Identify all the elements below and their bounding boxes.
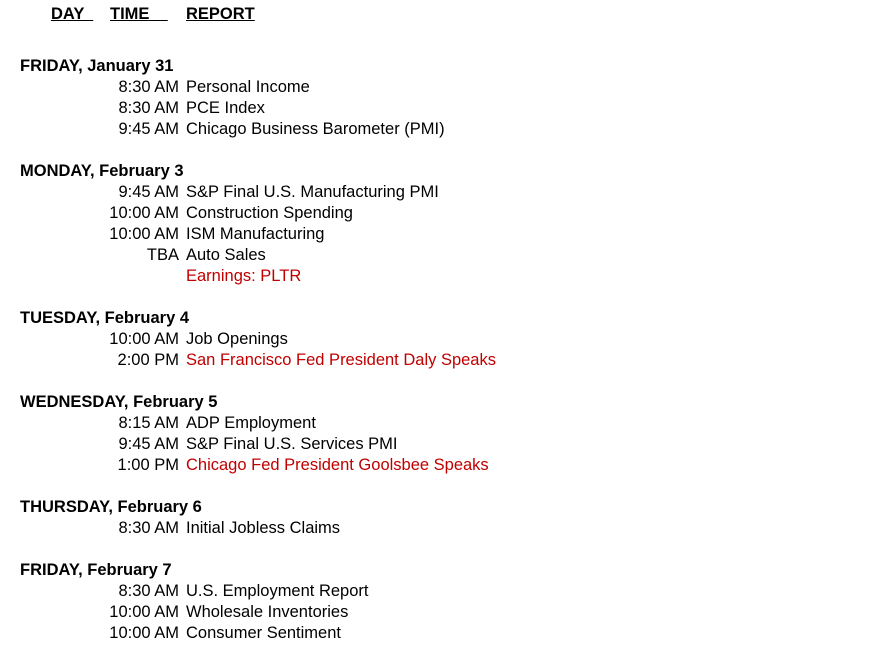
- event-row: [0, 329, 891, 350]
- day-section: [0, 497, 891, 539]
- day-section: [0, 560, 891, 644]
- event-report: ADP Employment: [186, 414, 316, 432]
- event-report: U.S. Employment Report: [186, 582, 369, 600]
- event-report-highlight: San Francisco Fed President Daly Speaks: [186, 351, 496, 369]
- event-time: 1:00 PM: [117, 456, 179, 474]
- day-title: WEDNESDAY, February 5: [20, 393, 218, 411]
- header-report: REPORT: [186, 5, 255, 23]
- event-report-highlight: Chicago Fed President Goolsbee Speaks: [186, 456, 489, 474]
- event-report: Personal Income: [186, 78, 310, 96]
- event-report: ISM Manufacturing: [186, 225, 325, 243]
- event-report: Wholesale Inventories: [186, 603, 349, 621]
- event-row: [0, 224, 891, 245]
- day-title: FRIDAY, February 7: [20, 561, 172, 579]
- day-title: FRIDAY, January 31: [20, 57, 174, 75]
- event-row: [0, 350, 891, 371]
- event-report: Construction Spending: [186, 204, 353, 222]
- event-report: Initial Jobless Claims: [186, 519, 341, 537]
- event-row: [0, 98, 891, 119]
- event-time: 9:45 AM: [118, 183, 179, 201]
- day-section: [0, 56, 891, 140]
- event-time: 10:00 AM: [109, 624, 179, 642]
- event-row: [0, 413, 891, 434]
- event-row: [0, 266, 891, 287]
- event-row: [0, 119, 891, 140]
- day-title: THURSDAY, February 6: [20, 498, 202, 516]
- event-report: S&P Final U.S. Manufacturing PMI: [186, 183, 439, 201]
- event-time: 8:15 AM: [118, 414, 179, 432]
- event-row: [0, 77, 891, 98]
- event-time: 9:45 AM: [118, 435, 179, 453]
- event-report-highlight: Earnings: PLTR: [186, 267, 302, 285]
- day-section: [0, 161, 891, 287]
- event-time: 10:00 AM: [109, 603, 179, 621]
- header-day: DAY: [51, 5, 94, 23]
- event-row: [0, 203, 891, 224]
- event-time: 10:00 AM: [109, 225, 179, 243]
- event-time: 10:00 AM: [109, 204, 179, 222]
- event-report: Chicago Business Barometer (PMI): [186, 120, 445, 138]
- event-time: TBA: [146, 246, 179, 264]
- event-report: Consumer Sentiment: [186, 624, 341, 642]
- event-row: [0, 434, 891, 455]
- day-title: MONDAY, February 3: [20, 162, 184, 180]
- event-time: 8:30 AM: [118, 519, 179, 537]
- event-row: [0, 245, 891, 266]
- event-time: 8:30 AM: [118, 99, 179, 117]
- event-report: PCE Index: [186, 99, 265, 117]
- day-section: [0, 308, 891, 371]
- schedule: [0, 56, 891, 665]
- event-time: 9:45 AM: [118, 120, 179, 138]
- event-row: [0, 518, 891, 539]
- header-time: TIME: [110, 5, 168, 23]
- event-row: [0, 182, 891, 203]
- event-row: [0, 455, 891, 476]
- day-title: TUESDAY, February 4: [20, 309, 190, 327]
- event-report: Auto Sales: [186, 246, 266, 264]
- event-time: 2:00 PM: [117, 351, 179, 369]
- event-time: 8:30 AM: [118, 78, 179, 96]
- event-row: [0, 602, 891, 623]
- column-header: [0, 4, 891, 25]
- event-report: S&P Final U.S. Services PMI: [186, 435, 398, 453]
- event-row: [0, 581, 891, 602]
- event-row: [0, 623, 891, 644]
- event-time: 10:00 AM: [109, 330, 179, 348]
- day-section: [0, 392, 891, 476]
- event-report: Job Openings: [186, 330, 288, 348]
- event-time: 8:30 AM: [118, 582, 179, 600]
